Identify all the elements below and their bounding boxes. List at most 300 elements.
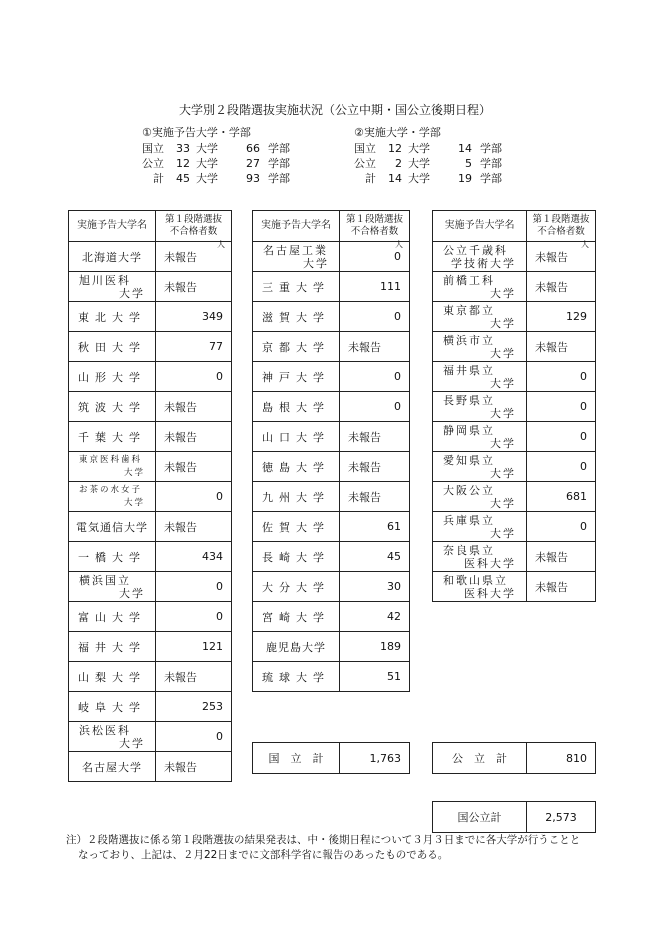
- university-name-line-1: 奈良県立: [443, 543, 495, 557]
- summary-university-count: 14: [388, 172, 402, 185]
- header-rejected-count: [340, 211, 410, 242]
- rejected-count: [340, 542, 410, 572]
- table-row: [433, 272, 596, 302]
- university-name: 岐阜大学: [69, 692, 156, 722]
- university-name-line-2: 大学: [119, 586, 145, 600]
- table-row: [433, 482, 596, 512]
- rejected-count-value: 未報告: [164, 760, 197, 774]
- rejected-count-value: 未報告: [164, 250, 197, 264]
- university-name-two-line: [69, 274, 155, 300]
- rejected-count-value: 未報告: [348, 490, 381, 504]
- all-total-value: 2,573: [527, 802, 596, 833]
- summary-faculty-count: 93: [246, 172, 260, 185]
- national-total-label: 国 立 計: [253, 743, 340, 774]
- university-name: 大分大学: [253, 572, 340, 602]
- unit-label: 人: [395, 240, 403, 249]
- table-row: [253, 452, 410, 482]
- rejected-count: [340, 422, 410, 452]
- table-row: [69, 722, 232, 752]
- university-name: [69, 572, 156, 602]
- rejected-count-value: 30: [387, 580, 401, 593]
- rejected-count: [156, 572, 232, 602]
- header-line-1: 第１段階選抜: [164, 214, 222, 225]
- header-line-2: 不合格者数: [350, 226, 399, 237]
- university-name-line-1: 東京都立: [443, 303, 495, 317]
- table-row: [253, 632, 410, 662]
- public-total-value: 810: [527, 743, 596, 774]
- university-name-two-line: [433, 544, 526, 570]
- university-name: 宮崎大学: [253, 602, 340, 632]
- rejected-count-value: 未報告: [348, 430, 381, 444]
- university-name-two-line: [433, 274, 526, 300]
- university-name: 北海道大学: [69, 242, 156, 272]
- university-name-line-2: 医科大学: [464, 556, 516, 570]
- rejected-count-value: 0: [580, 520, 587, 533]
- rejected-count: [156, 242, 232, 272]
- rejected-count-value: 434: [202, 550, 223, 563]
- university-name-line-1: 長野県立: [443, 393, 495, 407]
- table-row: [433, 542, 596, 572]
- summary-row: [354, 141, 516, 156]
- summary-university-count: 33: [176, 142, 190, 155]
- summary-planned: [142, 125, 304, 186]
- rejected-count: [527, 242, 596, 272]
- university-name: [433, 362, 527, 392]
- university-name-line-2: 大学: [119, 736, 145, 750]
- university-name: [69, 482, 156, 512]
- rejected-count: [527, 392, 596, 422]
- rejected-count: [156, 362, 232, 392]
- university-name-two-line: [433, 394, 526, 420]
- university-name-line-2: 大学: [123, 497, 145, 508]
- rejected-count-value: 77: [209, 340, 223, 353]
- university-name-two-line: [433, 574, 526, 600]
- university-name-line-2: 大学: [119, 286, 145, 300]
- university-name: 九州大学: [253, 482, 340, 512]
- university-name-two-line: [433, 334, 526, 360]
- table-row: [69, 392, 232, 422]
- university-name-line-1: 名古屋工業: [263, 243, 328, 257]
- university-name-line-2: 大学: [490, 436, 516, 450]
- university-name: 秋田大学: [69, 332, 156, 362]
- table-row: [253, 272, 410, 302]
- university-name: [69, 452, 156, 482]
- summary-faculty-unit: 学部: [268, 142, 290, 155]
- university-name-line-2: 大学: [303, 256, 329, 270]
- university-name: 島根大学: [253, 392, 340, 422]
- table-national-1: [68, 210, 232, 782]
- table-row: [433, 332, 596, 362]
- rejected-count-value: 111: [380, 280, 401, 293]
- summary-faculty-count: 14: [458, 142, 472, 155]
- university-name: [433, 302, 527, 332]
- summary-university-count: 45: [176, 172, 190, 185]
- university-name: 山形大学: [69, 362, 156, 392]
- rejected-count: [156, 422, 232, 452]
- table-row: [253, 422, 410, 452]
- university-name-line-1: お茶の水女子: [79, 484, 143, 495]
- table-row: [69, 512, 232, 542]
- summary-university-unit: 大学: [408, 172, 430, 185]
- rejected-count: [527, 362, 596, 392]
- rejected-count: [156, 632, 232, 662]
- summary-row: [354, 156, 516, 171]
- rejected-count: [156, 332, 232, 362]
- summary-university-unit: 大学: [408, 157, 430, 170]
- rejected-count-value: 0: [216, 490, 223, 503]
- table-row: [69, 662, 232, 692]
- university-name: 一橋大学: [69, 542, 156, 572]
- rejected-count-value: 未報告: [535, 550, 568, 564]
- header-rejected-count: [527, 211, 596, 242]
- rejected-count: [156, 722, 232, 752]
- university-name-line-1: 東京医科歯科: [79, 454, 143, 465]
- summary-faculty-count: 66: [246, 142, 260, 155]
- footnote-line-1: 注）２段階選抜に係る第１段階選抜の結果発表は、中・後期日程について３月３日までに各大学が行うことと: [66, 834, 581, 846]
- table-row: [253, 482, 410, 512]
- university-name-line-2: 大学: [490, 466, 516, 480]
- table-row: [69, 242, 232, 272]
- header-line-1: 第１段階選抜: [532, 214, 590, 225]
- university-name: 滋賀大学: [253, 302, 340, 332]
- rejected-count: [340, 332, 410, 362]
- table-row: [69, 752, 232, 782]
- rejected-count: [527, 572, 596, 602]
- university-name-two-line: [69, 574, 155, 600]
- rejected-count-value: 129: [566, 310, 587, 323]
- university-name-line-2: 大学: [490, 316, 516, 330]
- rejected-count-value: 0: [216, 730, 223, 743]
- summary-implemented: [354, 125, 516, 186]
- header-university-name: 実施予告大学名: [433, 211, 527, 242]
- university-name: 筑波大学: [69, 392, 156, 422]
- rejected-count-value: 未報告: [348, 460, 381, 474]
- table-row: [253, 332, 410, 362]
- rejected-count: [340, 632, 410, 662]
- university-name: 京都大学: [253, 332, 340, 362]
- rejected-count-value: 0: [394, 310, 401, 323]
- table-row: [433, 572, 596, 602]
- university-name-line-1: 福井県立: [443, 363, 495, 377]
- university-name-line-1: 愛知県立: [443, 453, 495, 467]
- summary-faculty-unit: 学部: [268, 157, 290, 170]
- university-name-two-line: [69, 454, 155, 480]
- university-name: [433, 422, 527, 452]
- university-name-line-1: 和歌山県立: [443, 573, 508, 587]
- header-row: [69, 211, 232, 242]
- summary-university-count: 2: [395, 157, 402, 170]
- university-name-line-2: 大学: [123, 467, 145, 478]
- rejected-count: [156, 662, 232, 692]
- university-name-line-2: 大学: [490, 346, 516, 360]
- table-row: [69, 692, 232, 722]
- summary-university-unit: 大学: [196, 172, 218, 185]
- table-public: [432, 210, 596, 602]
- rejected-count: [156, 692, 232, 722]
- rejected-count-value: 45: [387, 550, 401, 563]
- rejected-count-value: 0: [394, 250, 401, 263]
- university-name-two-line: [433, 364, 526, 390]
- rejected-count: [156, 482, 232, 512]
- university-name: 福井大学: [69, 632, 156, 662]
- rejected-count-value: 未報告: [164, 670, 197, 684]
- rejected-count-value: 未報告: [164, 280, 197, 294]
- university-name: 千葉大学: [69, 422, 156, 452]
- rejected-count: [527, 332, 596, 362]
- university-name: 長崎大学: [253, 542, 340, 572]
- summary-row: [142, 171, 304, 186]
- rejected-count: [340, 272, 410, 302]
- rejected-count: [527, 512, 596, 542]
- summary-faculty-unit: 学部: [268, 172, 290, 185]
- table-row: [69, 482, 232, 512]
- rejected-count-value: 0: [394, 370, 401, 383]
- university-name: [69, 272, 156, 302]
- university-name: [433, 572, 527, 602]
- table-national-2: [252, 210, 410, 692]
- summary-university-count: 12: [388, 142, 402, 155]
- rejected-count-value: 未報告: [348, 340, 381, 354]
- university-name: [433, 542, 527, 572]
- table-row: [253, 542, 410, 572]
- page-title: 大学別２段階選抜実施状況（公立中期・国公立後期日程）: [178, 103, 491, 117]
- university-name-line-2: 大学: [490, 286, 516, 300]
- rejected-count-value: 121: [202, 640, 223, 653]
- header-university-name: 実施予告大学名: [69, 211, 156, 242]
- rejected-count-value: 0: [216, 580, 223, 593]
- table-row: [253, 362, 410, 392]
- university-name-two-line: [69, 724, 155, 750]
- university-name-line-2: 大学: [490, 406, 516, 420]
- rejected-count-value: 42: [387, 610, 401, 623]
- summary-faculty-count: 27: [246, 157, 260, 170]
- university-name-line-2: 学技術大学: [451, 256, 516, 270]
- summary-label: 国立: [142, 142, 164, 155]
- university-name-line-1: 静岡県立: [443, 423, 495, 437]
- rejected-count-value: 未報告: [164, 520, 197, 534]
- table-row: [69, 602, 232, 632]
- rejected-count-value: 189: [380, 640, 401, 653]
- header-line-1: 第１段階選抜: [345, 214, 403, 225]
- university-name: 山口大学: [253, 422, 340, 452]
- rejected-count-value: 0: [580, 400, 587, 413]
- university-name-line-1: 浜松医科: [79, 723, 131, 737]
- university-name: [433, 452, 527, 482]
- table-row: [433, 362, 596, 392]
- rejected-count: [156, 602, 232, 632]
- university-name: 名古屋大学: [69, 752, 156, 782]
- summary-university-unit: 大学: [196, 142, 218, 155]
- rejected-count: [156, 452, 232, 482]
- university-name-line-1: 前橋工科: [443, 273, 495, 287]
- rejected-count-value: 未報告: [535, 340, 568, 354]
- rejected-count-value: 349: [202, 310, 223, 323]
- table-row: [69, 332, 232, 362]
- table-row: [433, 302, 596, 332]
- university-name: [433, 272, 527, 302]
- public-total-label: 公 立 計: [433, 743, 527, 774]
- table-row: [69, 272, 232, 302]
- rejected-count: [340, 572, 410, 602]
- summary-row: [354, 171, 516, 186]
- rejected-count-value: 未報告: [164, 430, 197, 444]
- university-name-line-1: 横浜市立: [443, 333, 495, 347]
- table-row: [433, 392, 596, 422]
- rejected-count: [340, 362, 410, 392]
- rejected-count: [340, 482, 410, 512]
- rejected-count: [340, 392, 410, 422]
- unit-label: 人: [581, 240, 589, 249]
- university-name-line-1: 大阪公立: [443, 483, 495, 497]
- rejected-count-value: 0: [394, 400, 401, 413]
- summary-faculty-count: 19: [458, 172, 472, 185]
- header-row: [253, 211, 410, 242]
- table-row: [253, 662, 410, 692]
- rejected-count: [340, 662, 410, 692]
- rejected-count-value: 253: [202, 700, 223, 713]
- rejected-count: [340, 452, 410, 482]
- summary-heading: ①実施予告大学・学部: [142, 126, 251, 139]
- university-name: [69, 722, 156, 752]
- table-row: [433, 422, 596, 452]
- summary-label: 国立: [354, 142, 376, 155]
- university-name: 山梨大学: [69, 662, 156, 692]
- rejected-count-value: 681: [566, 490, 587, 503]
- header-rejected-count: [156, 211, 232, 242]
- summary-label: 計: [365, 172, 376, 185]
- rejected-count-value: 未報告: [535, 580, 568, 594]
- footnote: [66, 833, 580, 863]
- university-name-two-line: [433, 514, 526, 540]
- rejected-count: [156, 542, 232, 572]
- university-name-line-1: 公立千歳科: [443, 243, 508, 257]
- university-name: 東北大学: [69, 302, 156, 332]
- rejected-count: [340, 302, 410, 332]
- university-name: [433, 332, 527, 362]
- summary-faculty-unit: 学部: [480, 172, 502, 185]
- header-line-2: 不合格者数: [537, 226, 585, 237]
- rejected-count-value: 0: [580, 370, 587, 383]
- table-row: [253, 302, 410, 332]
- table-row: [253, 512, 410, 542]
- rejected-count: [527, 542, 596, 572]
- national-total-value: 1,763: [340, 743, 410, 774]
- rejected-count: [340, 602, 410, 632]
- university-name-line-1: 旭川医科: [79, 273, 131, 287]
- summary-label: 計: [153, 172, 164, 185]
- university-name-two-line: [433, 244, 526, 270]
- table-row: [69, 422, 232, 452]
- all-total-label: 国公立計: [433, 802, 527, 833]
- university-name-line-1: 兵庫県立: [443, 513, 495, 527]
- university-name-two-line: [433, 484, 526, 510]
- table-row: [253, 392, 410, 422]
- rejected-count: [156, 752, 232, 782]
- footnote-line-2: なっており、上記は、２月22日までに文部科学省に報告のあったものである。: [78, 849, 449, 861]
- table-row: [69, 452, 232, 482]
- rejected-count: [156, 392, 232, 422]
- summary-faculty-unit: 学部: [480, 142, 502, 155]
- university-name: 鹿児島大学: [253, 632, 340, 662]
- summary-faculty-unit: 学部: [480, 157, 502, 170]
- table-row: [433, 242, 596, 272]
- table-row: [69, 632, 232, 662]
- unit-label: 人: [217, 240, 225, 249]
- rejected-count: [156, 272, 232, 302]
- university-name: [433, 392, 527, 422]
- table-row: [253, 602, 410, 632]
- national-total-table: [252, 742, 410, 774]
- summary-row: [142, 156, 304, 171]
- university-name: [433, 512, 527, 542]
- rejected-count: [340, 512, 410, 542]
- all-total-table: [432, 801, 596, 833]
- summary-university-unit: 大学: [408, 142, 430, 155]
- university-name: 電気通信大学: [69, 512, 156, 542]
- university-name: 富山大学: [69, 602, 156, 632]
- university-name-line-2: 大学: [490, 376, 516, 390]
- summary-row: [142, 141, 304, 156]
- summary-label: 公立: [142, 157, 164, 170]
- rejected-count: [527, 482, 596, 512]
- rejected-count: [527, 272, 596, 302]
- table-row: [433, 512, 596, 542]
- rejected-count-value: 0: [216, 370, 223, 383]
- summary-faculty-count: 5: [465, 157, 472, 170]
- university-name-two-line: [433, 454, 526, 480]
- header-line-2: 不合格者数: [169, 226, 218, 237]
- table-row: [69, 362, 232, 392]
- university-name-line-2: 医科大学: [464, 586, 516, 600]
- university-name-line-2: 大学: [490, 496, 516, 510]
- rejected-count-value: 51: [387, 670, 401, 683]
- university-name: 三重大学: [253, 272, 340, 302]
- university-name: 琉球大学: [253, 662, 340, 692]
- rejected-count-value: 未報告: [535, 250, 568, 264]
- header-university-name: 実施予告大学名: [253, 211, 340, 242]
- summary-university-count: 12: [176, 157, 190, 170]
- university-name-line-2: 大学: [490, 526, 516, 540]
- university-name: 徳島大学: [253, 452, 340, 482]
- summary-label: 公立: [354, 157, 376, 170]
- university-name: [433, 482, 527, 512]
- rejected-count: [156, 512, 232, 542]
- rejected-count-value: 0: [580, 460, 587, 473]
- university-name-two-line: [433, 304, 526, 330]
- university-name: [253, 242, 340, 272]
- table-row: [433, 452, 596, 482]
- summary-heading: ②実施大学・学部: [354, 126, 441, 139]
- rejected-count: [340, 242, 410, 272]
- header-row: [433, 211, 596, 242]
- table-row: [253, 242, 410, 272]
- rejected-count: [527, 302, 596, 332]
- table-row: [69, 572, 232, 602]
- table-row: [69, 542, 232, 572]
- rejected-count-value: 61: [387, 520, 401, 533]
- rejected-count: [156, 302, 232, 332]
- rejected-count: [527, 422, 596, 452]
- university-name-line-1: 横浜国立: [79, 573, 131, 587]
- university-name: 神戸大学: [253, 362, 340, 392]
- university-name-two-line: [253, 244, 339, 270]
- rejected-count: [527, 452, 596, 482]
- rejected-count-value: 0: [580, 430, 587, 443]
- rejected-count-value: 未報告: [164, 460, 197, 474]
- rejected-count-value: 未報告: [164, 400, 197, 414]
- rejected-count-value: 0: [216, 610, 223, 623]
- table-row: [253, 572, 410, 602]
